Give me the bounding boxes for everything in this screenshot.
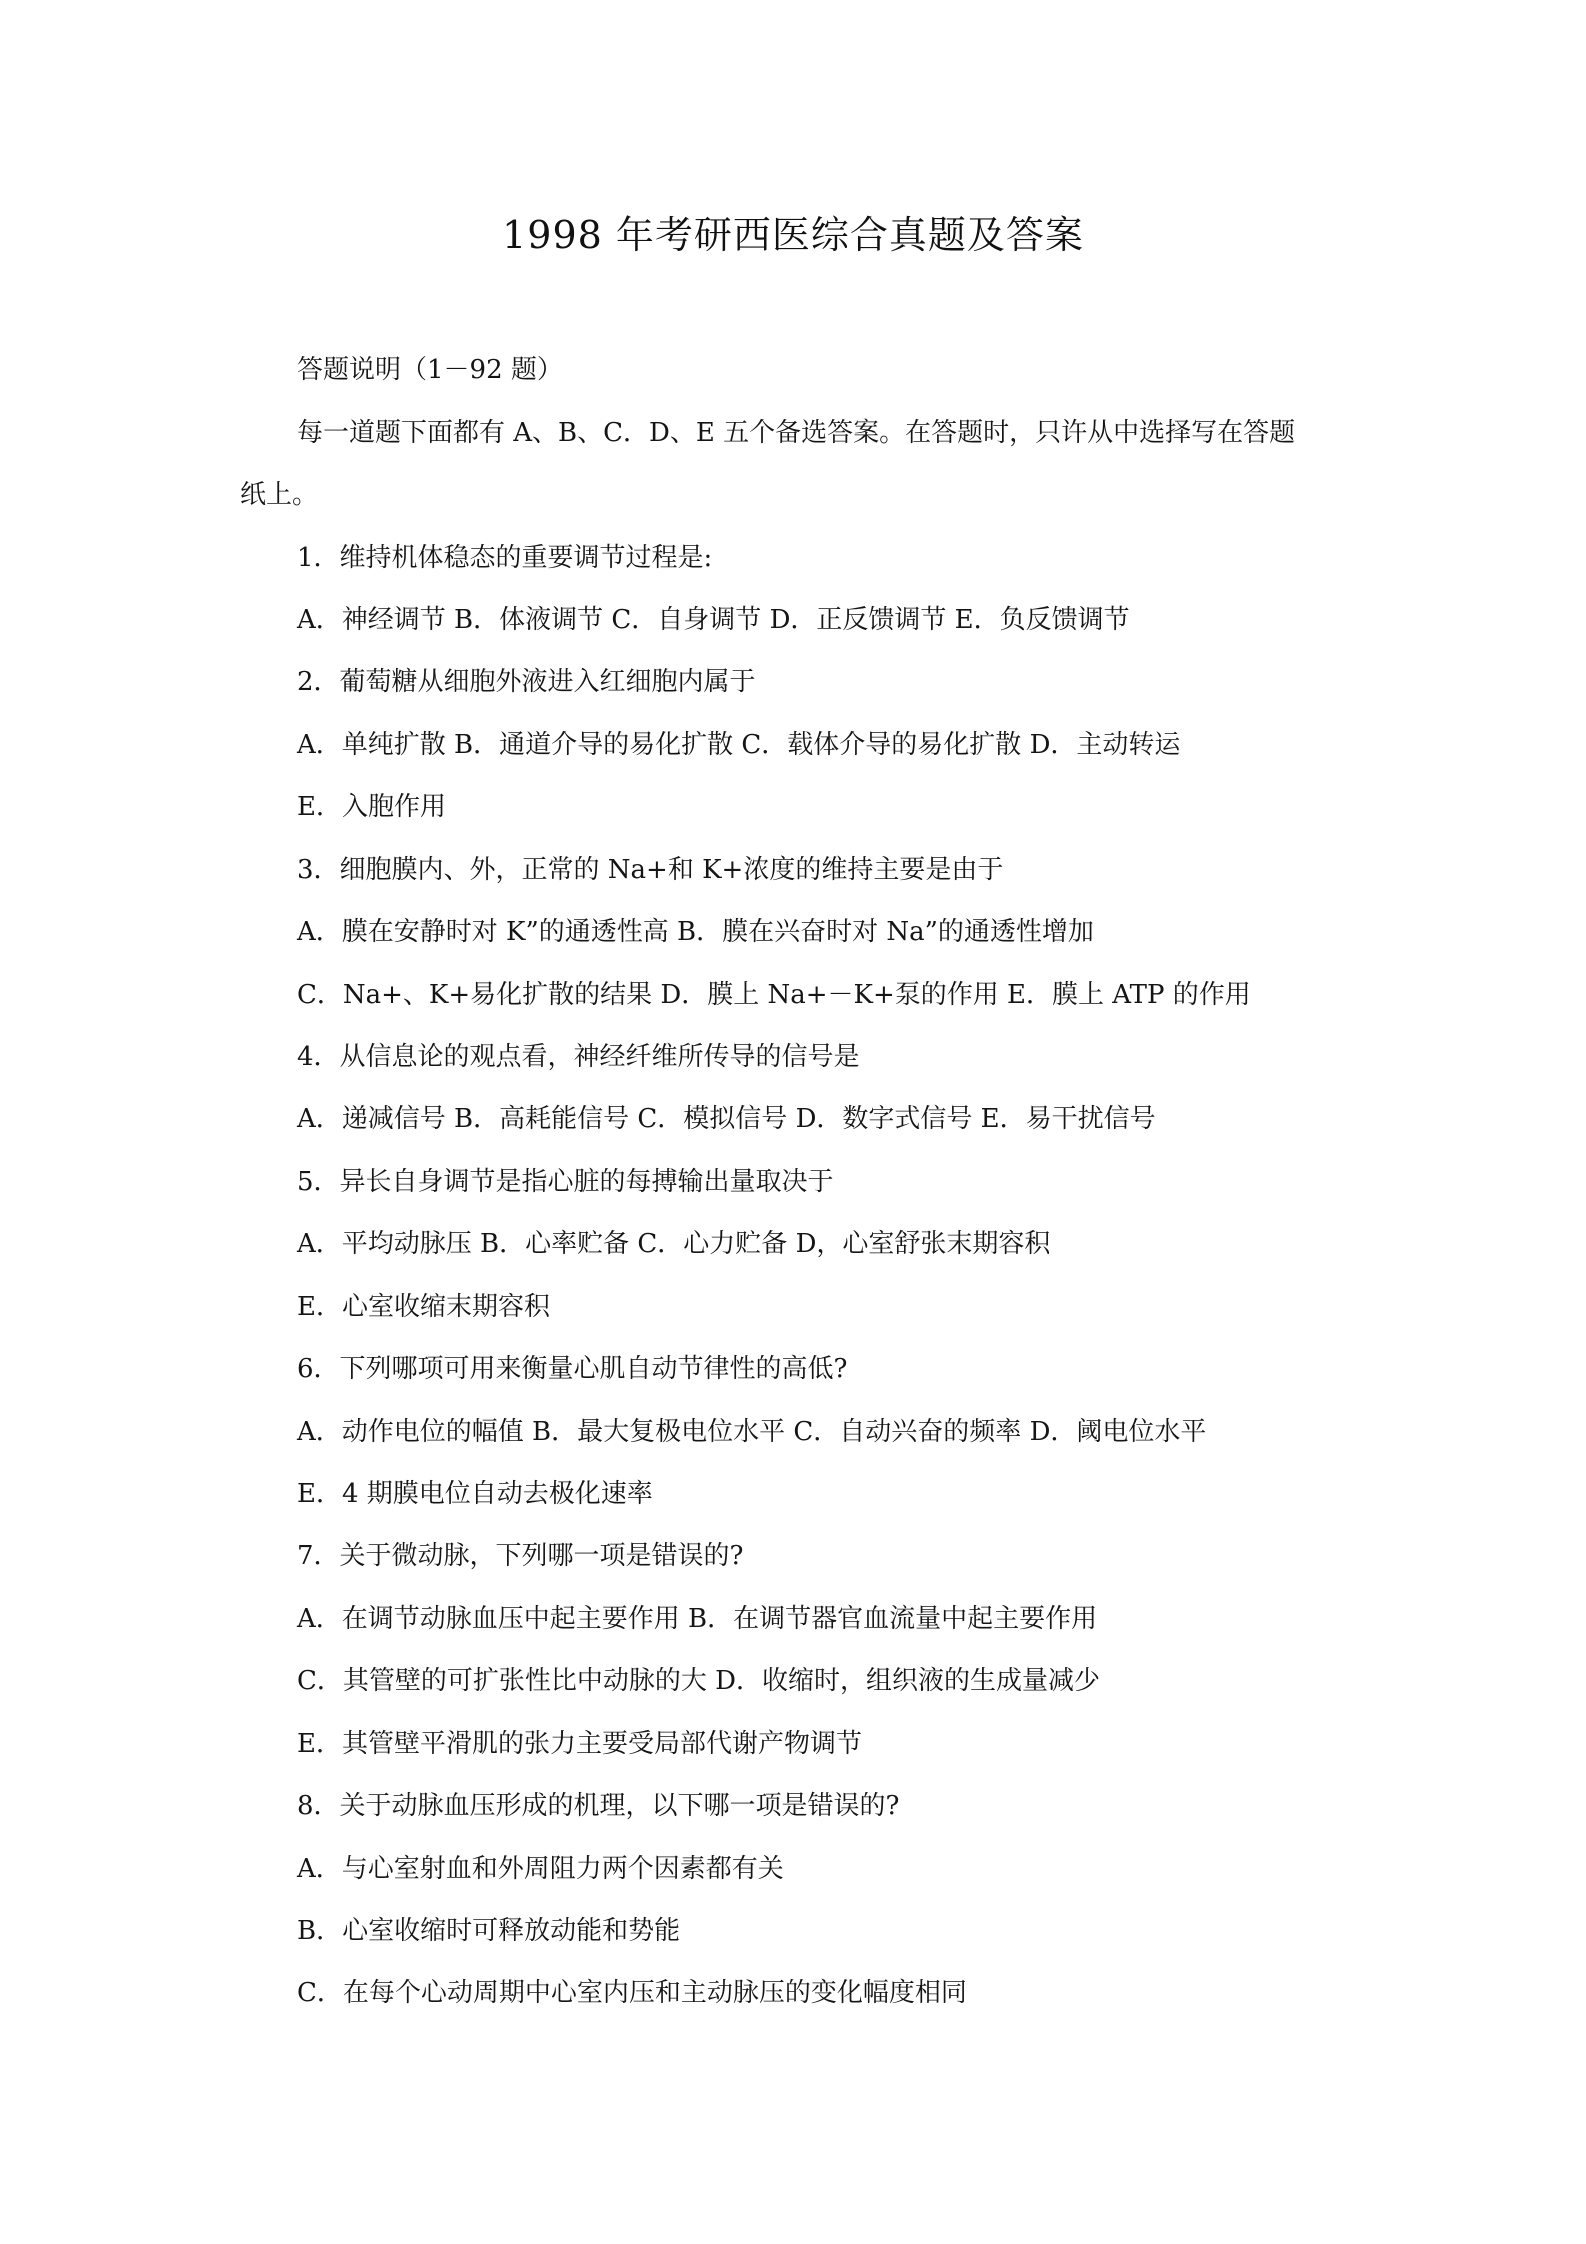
page-title: 1998 年考研西医综合真题及答案 (502, 213, 1084, 257)
question-1-options: A．神经调节 B．体液调节 C．自身调节 D．正反馈调节 E．负反馈调节 (297, 605, 1130, 635)
question-4-options: A．递减信号 B．高耗能信号 C．模拟信号 D．数字式信号 E．易干扰信号 (297, 1104, 1156, 1134)
question-1: 1．维持机体稳态的重要调节过程是: (297, 543, 713, 573)
question-8-options: C．在每个心动周期中心室内压和主动脉压的变化幅度相同 (297, 1978, 967, 2008)
question-8-options: A．与心室射血和外周阻力两个因素都有关 (297, 1854, 784, 1884)
question-2: 2．葡萄糖从细胞外液进入红细胞内属于 (297, 667, 756, 697)
question-5-options: E．心室收缩末期容积 (297, 1292, 550, 1322)
instructions-text-continued: 纸上。 (240, 480, 319, 510)
question-6-options: E．4 期膜电位自动去极化速率 (297, 1479, 653, 1509)
question-6-options: A．动作电位的幅值 B．最大复极电位水平 C．自动兴奋的频率 D．阈电位水平 (297, 1417, 1207, 1447)
question-7-options: E．其管壁平滑肌的张力主要受局部代谢产物调节 (297, 1729, 862, 1759)
question-6: 6．下列哪项可用来衡量心肌自动节律性的高低? (297, 1354, 848, 1384)
question-3-options: C．Na+、K+易化扩散的结果 D．膜上 Na+－K+泵的作用 E．膜上 ATP 的作用 (297, 980, 1251, 1010)
question-7-options: A．在调节动脉血压中起主要作用 B．在调节器官血流量中起主要作用 (297, 1604, 1098, 1634)
question-3: 3．细胞膜内、外，正常的 Na+和 K+浓度的维持主要是由于 (297, 855, 1004, 885)
instructions-heading: 答题说明（1－92 题） (297, 355, 563, 385)
question-8-options: B．心室收缩时可释放动能和势能 (297, 1916, 681, 1946)
question-5-options: A．平均动脉压 B．心率贮备 C．心力贮备 D，心室舒张末期容积 (297, 1229, 1051, 1259)
question-2-options: E．入胞作用 (297, 792, 446, 822)
question-5: 5．异长自身调节是指心脏的每搏输出量取决于 (297, 1167, 834, 1197)
question-3-options: A．膜在安静时对 K”的通透性高 B．膜在兴奋时对 Na”的通透性增加 (297, 917, 1094, 947)
question-4: 4．从信息论的观点看，神经纤维所传导的信号是 (297, 1042, 860, 1072)
question-8: 8．关于动脉血压形成的机理，以下哪一项是错误的? (297, 1791, 900, 1821)
question-7-options: C．其管壁的可扩张性比中动脉的大 D．收缩时，组织液的生成量减少 (297, 1666, 1101, 1696)
instructions-text: 每一道题下面都有 A、B、C．D、E 五个备选答案。在答题时，只许从中选择写在答题 (297, 418, 1296, 448)
question-2-options: A．单纯扩散 B．通道介导的易化扩散 C．载体介导的易化扩散 D．主动转运 (297, 730, 1181, 760)
question-7: 7．关于微动脉，下列哪一项是错误的? (297, 1541, 744, 1571)
